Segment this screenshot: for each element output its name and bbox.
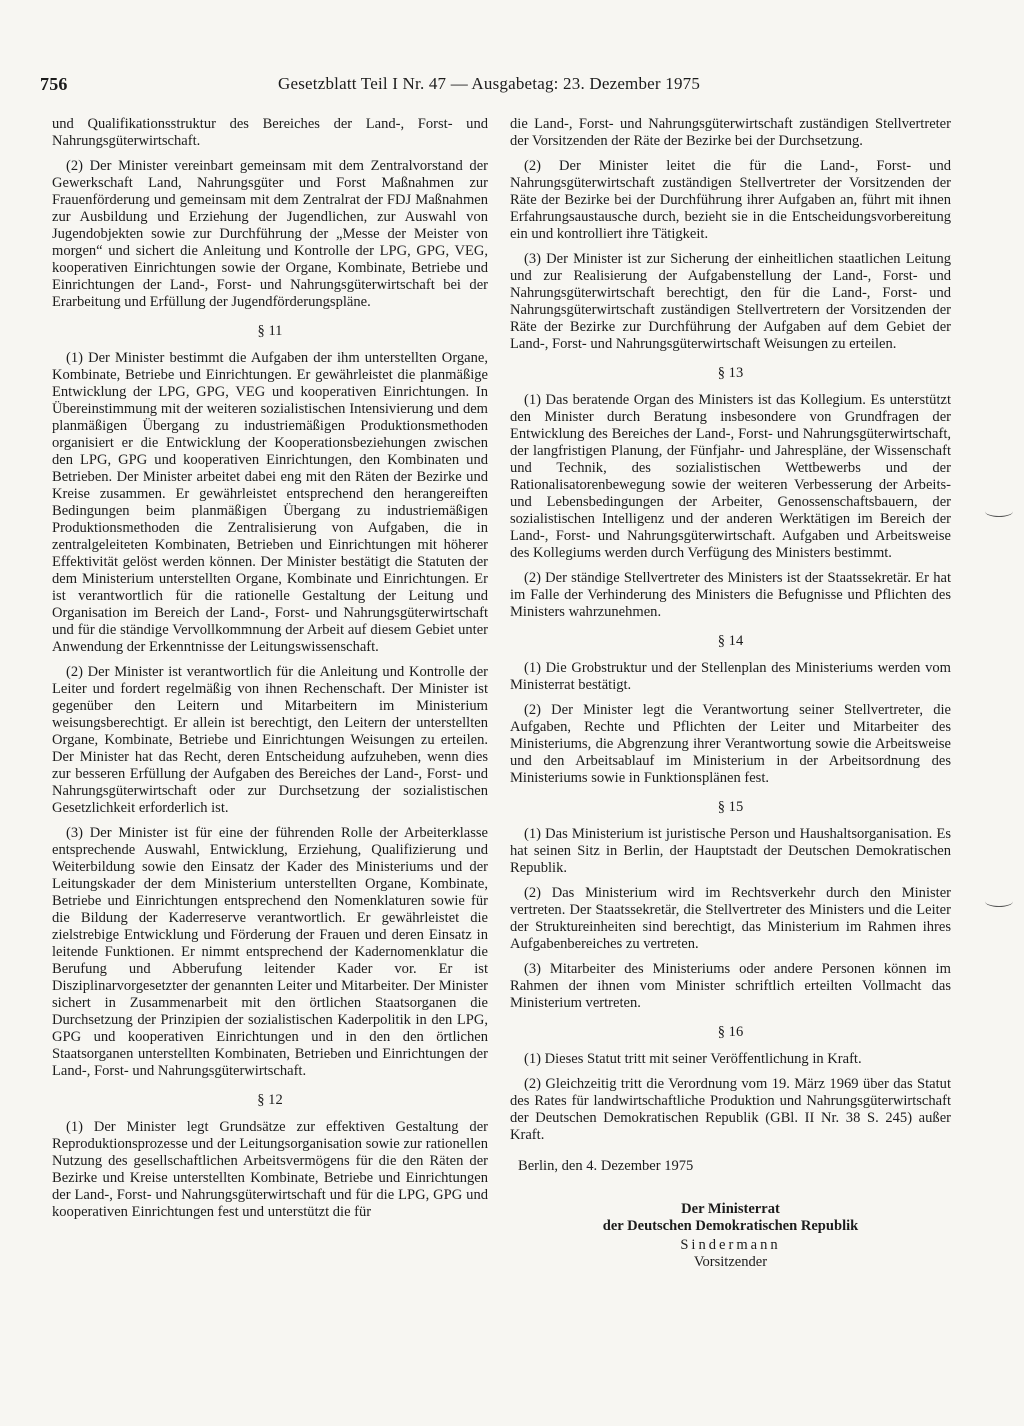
paragraph-s15-1: (1) Das Ministerium ist juristische Person und Haushaltsorganisation. Es hat seinen Sitz in Berlin, der Hauptstadt der Deutschen Demokratischen Republik. bbox=[510, 826, 951, 876]
section-heading-13: § 13 bbox=[717, 365, 744, 381]
right-column bbox=[510, 116, 951, 1271]
running-title: Gesetzblatt Teil I Nr. 47 — Ausgabetag: 23. Dezember 1975 bbox=[278, 74, 701, 93]
paragraph-continuation-right: die Land-, Forst- und Nahrungsgüterwirtschaft zuständigen Stellvertreter der Vorsitzenden der Räte der Bezirke bei der Durchsetzung. bbox=[510, 116, 951, 149]
margin-mark bbox=[985, 506, 1013, 517]
paragraph-s15-3: (3) Mitarbeiter des Ministeriums oder andere Personen können im Rahmen der ihnen vom Minister schriftlich erteilten Vollmacht das Ministerium vertreten. bbox=[510, 961, 951, 1011]
paragraph-s11-2: (2) Der Minister ist verantwortlich für die Anleitung und Kontrolle der Leiter und fordert regelmäßig von ihnen Rechenschaft. Der Minister ist gegenüber den Leitern und Mitarbeitern im Ministerium weisungsberechtigt. Er allein ist berechtigt, den Leitern der unterstellten Organe, Kombinate, Betriebe und Einrichtungen Weisungen zu erteilen. Der Minister hat das Recht, deren Entscheidung aufzuheben, wenn dies zur besseren Erfüllung der Aufgaben des Bereiches der Land-, Forst- und Nahrungsgüterwirtschaft oder zur Durchsetzung der sozialistischen Gesetzlichkeit erforderlich ist. bbox=[52, 664, 488, 816]
paragraph-s16-1: (1) Dieses Statut tritt mit seiner Veröffentlichung in Kraft. bbox=[524, 1051, 862, 1067]
paragraph-s11-1: (1) Der Minister bestimmt die Aufgaben der ihm unterstellten Organe, Kombinate, Betriebe und Einrichtungen. Er gewährleistet die planmäßige Entwicklung der LPG, GPG, VEG und kooperativen Einrichtungen. In Übereinstimmung mit der weiteren sozialistischen Intensivierung und dem planmäßigen Übergang zu industriemäßigen Produktionsmethoden organisiert er die Entwicklung der Kooperationsbeziehungen zwischen den LPG, GPG und kooperativen Einrichtungen, den Kombinaten und Betrieben. Der Minister arbeitet dabei eng mit den Räten der Bezirke und Kreise zusammen. Er gewährleistet entsprechend den herangereiften Bedingungen beim planmäßigen Übergang zu industriemäßigen Produktionsmethoden die Zentralisierung von Aufgaben, die in zentralgeleiteten Kombinaten, Betrieben und Einrichtungen mit höherer Effektivität gelöst werden können. Der Minister bestätigt die Statuten der dem Ministerium unterstellten Organe, Kombinate und Einrichtungen. Er ist verantwortlich für die rationelle Gestaltung der Leitung und Organisation im Bereich der Land-, Forst- und Nahrungsgüterwirtschaft und für die ständige Vervollkommnung der Arbeit auf diesem Gebiet unter Anwendung der Erkenntnisse der Leitungswissenschaft. bbox=[52, 350, 488, 655]
paragraph-s12-2: (2) Der Minister leitet die für die Land-, Forst- und Nahrungsgüterwirtschaft zuständigen Stellvertreter der Vorsitzenden der Räte der Bezirke bei der Durchführung ihrer Aufgaben an, führt mit ihnen Erfahrungsaustausche durch, bezieht sie in die Entscheidungsvorbereitung ein und kontrolliert ihre Tätigkeit. bbox=[510, 158, 951, 242]
paragraph-s13-1: (1) Das beratende Organ des Ministers ist das Kollegium. Es unterstützt den Minister durch Beratung insbesondere von Grundfragen der Entwicklung des Bereiches der Land-, Forst- und Nahrungsgüterwirtschaft, der langfristigen Planung, der Fünfjahr- und Jahrespläne, der Wissenschaft und Technik, des sozialistischen Wettbewerbs und der Rationalisatorenbewegung sowie der weiteren Verbesserung der Arbeits- und Lebensbedingungen der Arbeiter, Genossenschaftsbauern, der sozialistischen Intelligenz und der anderen Werktätigen im Bereich der Land-, Forst- und Nahrungsgüterwirtschaft. Aufgaben und Arbeitsweise des Kollegiums werden durch Verfügung des Ministers bestimmt. bbox=[510, 392, 951, 561]
place-date: Berlin, den 4. Dezember 1975 bbox=[518, 1158, 694, 1174]
section-heading-12: § 12 bbox=[257, 1092, 283, 1108]
paragraph-s16-2: (2) Gleichzeitig tritt die Verordnung vom 19. März 1969 über das Statut des Rates für landwirtschaftliche Produktion und Nahrungsgüterwirtschaft der Deutschen Demokratischen Republik (GBl. II Nr. 38 S. 245) außer Kraft. bbox=[510, 1076, 951, 1143]
paragraph-continuation: und Qualifikationsstruktur des Bereiches der Land-, Forst- und Nahrungsgüterwirtschaft. bbox=[52, 116, 488, 149]
paragraph-s13-2: (2) Der ständige Stellvertreter des Ministers ist der Staatssekretär. Er hat im Falle der Verhinderung des Ministers die Befugnisse und Pflichten des Ministers wahrzunehmen. bbox=[510, 570, 951, 620]
left-column bbox=[52, 116, 488, 1229]
section-heading-16: § 16 bbox=[717, 1024, 744, 1040]
signature-body: Der Ministerrat bbox=[681, 1201, 780, 1217]
signature-body-state: der Deutschen Demokratischen Republik bbox=[602, 1218, 859, 1234]
section-heading-11: § 11 bbox=[257, 323, 283, 339]
page-number: 756 bbox=[40, 74, 68, 94]
paragraph-s10-2: (2) Der Minister vereinbart gemeinsam mit dem Zentralvorstand der Gewerkschaft Land, Nahrungsgüter und Forst Maßnahmen zur Frauenförderung und gemeinsam mit dem Zentralrat der FDJ Maßnahmen zur Ausbildung und Erziehung der Jugendlichen, zur Auswahl von Jugendobjekten sowie zur Durchführung der „Messe der Meister von morgen“ und sichert die Anleitung und Kontrolle der LPG, GPG, VEG, kooperativen Einrichtungen sowie der Organe, Kombinate, Betriebe und Einrichtungen der Land-, Forst- und Nahrungsgüterwirtschaft bei der Erarbeitung und Erfüllung der Jugendförderungspläne. bbox=[52, 158, 488, 310]
paragraph-s12-1: (1) Der Minister legt Grundsätze zur effektiven Gestaltung der Reproduktionsprozesse und der Leitungsorganisation sowie zur rationellen Nutzung des gesellschaftlichen Arbeitsvermögens für die den Räten der Bezirke und Kreise unterstellten Kombinate, Betriebe und Einrichtungen der Land-, Forst- und Nahrungsgüterwirtschaft und für die LPG, GPG und kooperativen Einrichtungen fest und unterstützt die für bbox=[52, 1119, 488, 1220]
page-header bbox=[40, 74, 990, 100]
section-heading-14: § 14 bbox=[717, 633, 744, 649]
signatory-title: Vorsitzender bbox=[693, 1254, 768, 1270]
paragraph-s15-2: (2) Das Ministerium wird im Rechtsverkehr durch den Minister vertreten. Der Staatssekretär, die Stellvertreter des Ministers und die Leiter der Struktureinheiten sind berechtigt, das Ministerium im Rahmen ihres Aufgabenbereiches zu vertreten. bbox=[510, 885, 951, 952]
paragraph-s14-2: (2) Der Minister legt die Verantwortung seiner Stellvertreter, die Aufgaben, Rechte und Pflichten der Leiter und Mitarbeiter des Ministeriums, die Abgrenzung ihrer Verantwortung sowie die Arbeitsweise und den Arbeitsablauf im Ministerium in der Arbeitsordnung des Ministeriums sowie in Funktionsplänen fest. bbox=[510, 702, 951, 786]
section-heading-15: § 15 bbox=[717, 799, 744, 815]
paragraph-s11-3: (3) Der Minister ist für eine der führenden Rolle der Arbeiterklasse entsprechende Auswahl, Entwicklung, Erziehung, Qualifizierung und Weiterbildung sowie den Einsatz der Kader des Ministeriums und der Leitungskader der dem Ministerium unterstellten Organe, Kombinate, Betriebe und Einrichtungen entsprechend den Nomenklaturen sowie für die Bildung der Kaderreserve verantwortlich. Er gewährleistet die zielstrebige Entwicklung und Förderung der Frauen und deren Einsatz in leitende Funktionen. Er nimmt entsprechend der Kadernomenklatur die Berufung und Abberufung leitender Kader vor. Er ist Disziplinarvorgesetzter der genannten Leiter und Mitarbeiter. Der Minister sichert in Zusammenarbeit mit den örtlichen Staatsorganen die Durchsetzung der Prinzipien der sozialistischen Kaderpolitik in den LPG, GPG und kooperativen Einrichtungen und in den den örtlichen Staatsorganen unterstellten Kombinaten, Betrieben und Einrichtungen der Land-, Forst- und Nahrungsgüterwirtschaft. bbox=[52, 825, 488, 1079]
paragraph-s14-1: (1) Die Grobstruktur und der Stellenplan des Ministeriums werden vom Ministerrat bestätigt. bbox=[510, 660, 951, 693]
signatory-name: Sindermann bbox=[680, 1237, 781, 1253]
paragraph-s12-3: (3) Der Minister ist zur Sicherung der einheitlichen staatlichen Leitung und zur Realisierung der Aufgabenstellung der Land-, Forst- und Nahrungsgüterwirtschaft berechtigt, den für die Land-, Forst- und Nahrungsgüterwirtschaft zuständigen Stellvertretern der Vorsitzenden der Räte der Bezirke zur Durchführung der Aufgaben auf dem Gebiet der Land-, Forst- und Nahrungsgüterwirtschaft Weisungen zu erteilen. bbox=[510, 251, 951, 352]
signoff-block bbox=[510, 1158, 951, 1271]
margin-mark bbox=[985, 896, 1013, 907]
signature-block bbox=[510, 1201, 951, 1271]
